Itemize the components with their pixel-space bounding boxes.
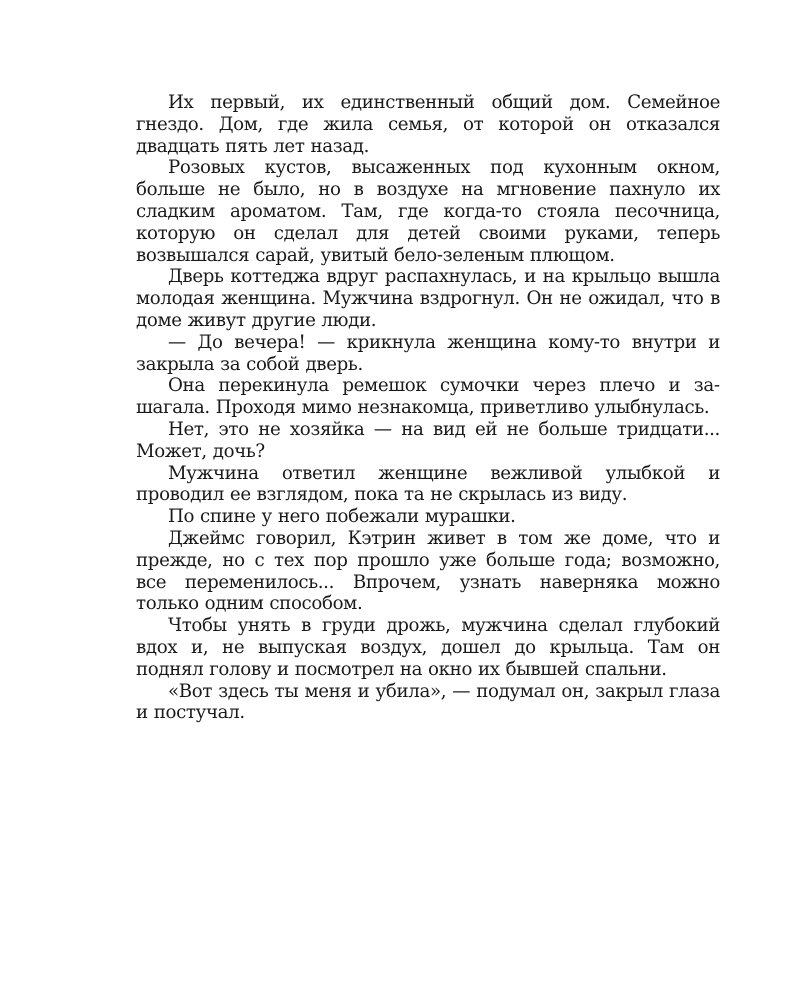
paragraph: Джеймс говорил, Кэтрин живет в том же доме, что и прежде, но с тех пор прошло уже больше года; возможно, все переменилось... Впрочем, узнать наверняка можно только одним способом. (136, 527, 720, 615)
paragraph: Чтобы унять в груди дрожь, мужчина сделал глубокий вдох и, не выпуская воздух, дошел до крыльца. Там он поднял голову и посмотрел на окно их бывшей спальни. (136, 615, 720, 680)
paragraph: Мужчина ответил женщине вежливой улыбкой и проводил ее взглядом, пока та не скрылась из виду. (136, 462, 720, 506)
paragraph: Нет, это не хозяйка — на вид ей не больше тридцати... Может, дочь? (136, 418, 720, 462)
book-page-text (136, 92, 720, 724)
paragraph: По спине у него побежали мурашки. (168, 506, 516, 528)
paragraph: «Вот здесь ты меня и убила», — подумал он, закрыл глаза и постучал. (136, 680, 720, 724)
paragraph: Их первый, их единственный общий дом. Семейное гнездо. Дом, где жила семья, от которой он отказался двадцать пять лет назад. (136, 92, 720, 157)
paragraph: — До вечера! — крикнула женщина кому-то внутри и закрыла за собой дверь. (136, 331, 720, 375)
paragraph: Розовых кустов, высаженных под кухонным окном, больше не было, но в воздухе на мгновение пахнуло их сладким ароматом. Там, где когда-то стояла песочница, которую он сделал для детей своими руками, теперь возвышался сарай, увитый бело-зеленым плющом. (136, 157, 720, 266)
paragraph: Она перекинула ремешок сумочки через плечо и зашагала. Проходя мимо незнакомца, приветливо улыбнулась. (136, 375, 720, 419)
paragraph: Дверь коттеджа вдруг распахнулась, и на крыльцо вышла молодая женщина. Мужчина вздрогнул. Он не ожидал, что в доме живут другие люди. (136, 266, 720, 331)
